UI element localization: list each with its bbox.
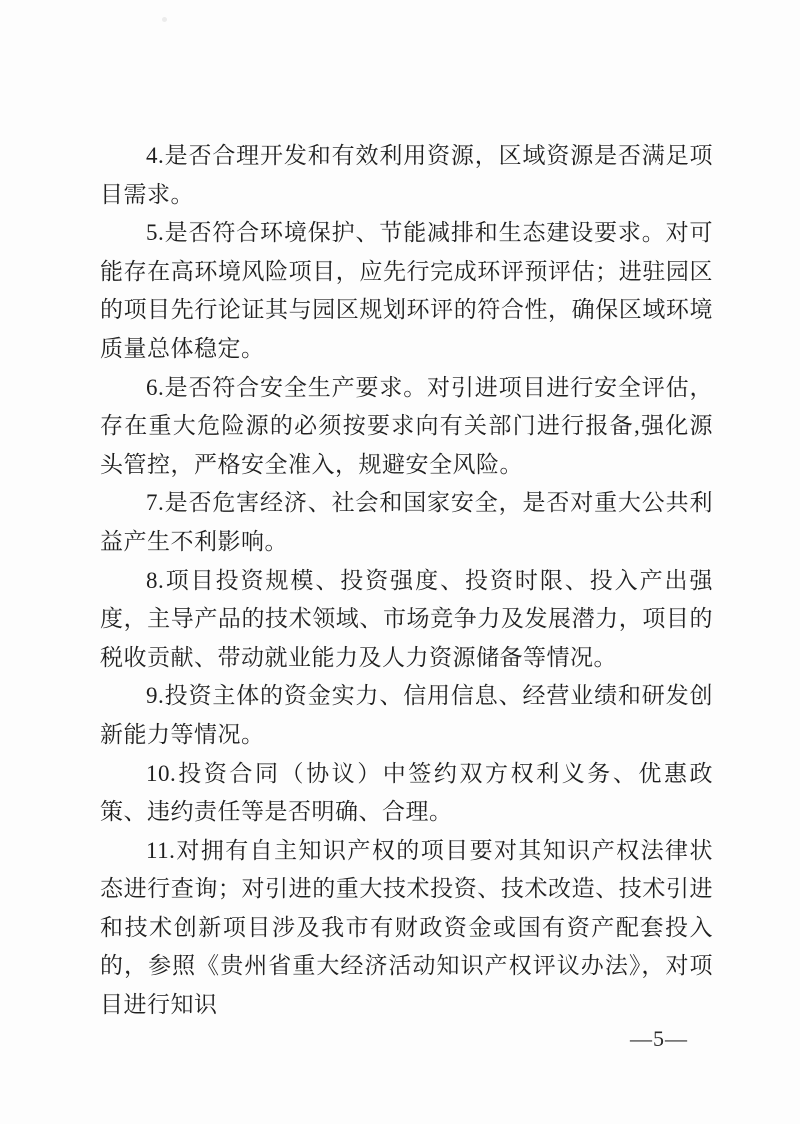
paragraph-item-8: 8.项目投资规模、投资强度、投资时限、投入产出强度，主导产品的技术领域、市场竞争力及发展潜力，项目的税收贡献、带动就业能力及人力资源储备等情况。 (100, 567, 713, 670)
page-number: —5— (630, 1026, 688, 1051)
paragraph-item-5: 5.是否符合环境保护、节能减排和生态建设要求。对可能存在高环境风险项目，应先行完成环评预评估；进驻园区的项目先行论证其与园区规划环评的符合性，确保区域环境质量总体稳定。 (100, 220, 713, 361)
paragraph-item-11: 11.对拥有自主知识产权的项目要对其知识产权法律状态进行查询；对引进的重大技术投资、技术改造、技术引进和技术创新项目涉及我市有财政资金或国有资产配套投入的，参照《贵州省重大经济活动知识产权评议办法》，对项目进行知识 (100, 837, 713, 1018)
page-footer (630, 1026, 688, 1052)
paragraph-item-4: 4.是否合理开发和有效利用资源，区域资源是否满足项目需求。 (100, 143, 713, 207)
document-body (100, 137, 713, 1025)
paragraph-item-10: 10.投资合同（协议）中签约双方权利义务、优惠政策、违约责任等是否明确、合理。 (100, 760, 713, 825)
scan-artifact (162, 17, 167, 22)
paragraph-item-9: 9.投资主体的资金实力、信用信息、经营业绩和研发创新能力等情况。 (100, 683, 713, 747)
paragraph-item-7: 7.是否危害经济、社会和国家安全，是否对重大公共利益产生不利影响。 (100, 490, 713, 554)
paragraph-item-6: 6.是否符合安全生产要求。对引进项目进行安全评估，存在重大危险源的必须按要求向有关部门进行报备,强化源头管控，严格安全准入，规避安全风险。 (100, 374, 713, 477)
